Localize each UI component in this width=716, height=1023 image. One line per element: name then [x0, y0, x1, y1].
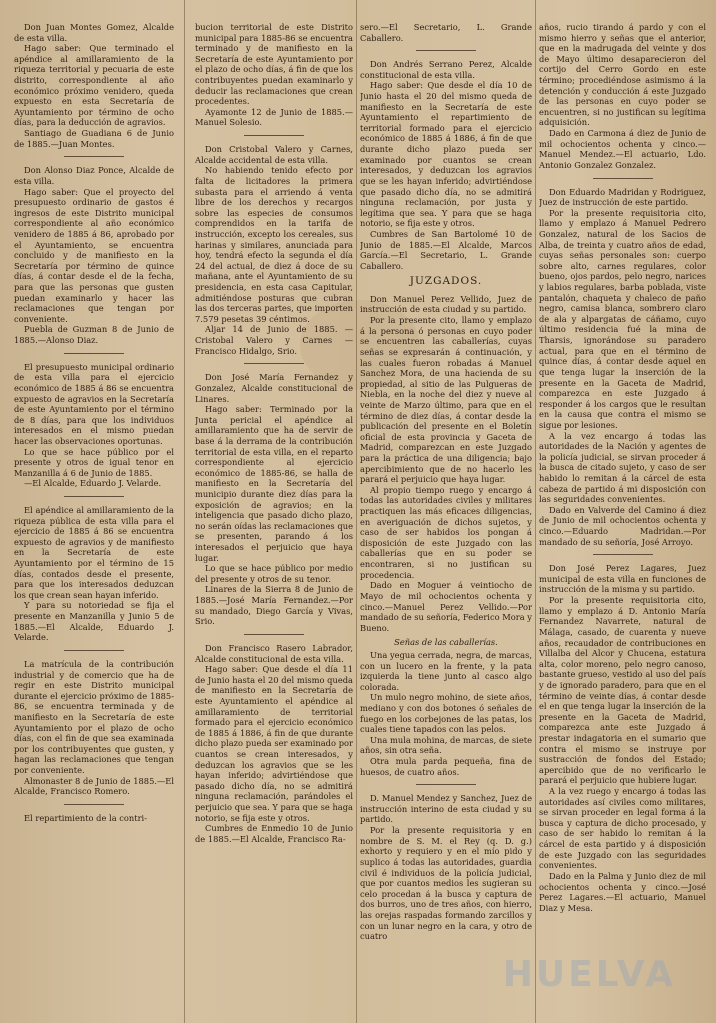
separator — [416, 50, 476, 51]
section-heading-juzgados: JUZGADOS. — [409, 275, 483, 288]
notice-head: D. Manuel Mendez y Sanchez, Juez de instrucción interino de esta ciudad y su partido. — [360, 793, 532, 825]
notice-ayamonte — [195, 22, 353, 128]
notice-head: Don Francisco Rasero Labrador, Alcalde constitucional de esta villa. — [195, 642, 353, 664]
notice-body: A la vez ruego y encargo á todas las autoridades así civiles como militares, se sirvan proceder en legal forma á la busca y captura de dicho procesado, y caso de ser habido lo remitan á la cárcel de esta partido y á disposición de este Juzgado con las seguridades convenientes. — [539, 786, 706, 871]
notice-body: Una yegua cerrada, negra, de marcas, con un lucero en la frente, y la pata izquierda la tiene junto al casco algo colorada. — [360, 649, 532, 692]
notice-body: años, rucio tirando á pardo y con el mismo hierro y señas que el anterior, que en la madrugada del veinte y dos de Mayo último desaparecieron del cortijo del Cerro Gordo en este término; procediéndose asimismo á la detención y conducción á este Juzgado de las personas en cuyo poder se encuentren, si no justifican su legítima adquisición. — [539, 22, 706, 128]
notice-valverde — [539, 187, 706, 548]
notice-cumbres-end — [360, 22, 532, 43]
archive-watermark: HUELVA — [502, 954, 676, 995]
column-rule — [356, 0, 357, 1023]
notice-moguer — [360, 294, 532, 634]
notice-body: No habiendo tenido efecto por falta de licitadores la primera subasta para el arriendo á venta libre de los derechos y recargos sobre las especies de consumos comprendidos en la tarifa de instrucción, excepto los cereales, sus harinas y similares, anunciada para hoy, tendrá efecto la segunda el día 24 del actual, de diez á doce de su mañana, ante el Ayuntamiento de su presidencia, en esta casa Capitular, admitiéndose posturas que cubran las dos terceras partes, que importen 7.579 pesetas 39 céntimos. — [195, 165, 353, 324]
notice-signature: Linares de la Sierra 8 de Junio de 1885.—José María Fernandez.—Por su mandado, Diego García y Vivas, Srio. — [195, 584, 353, 627]
notice-signature: Dado en Valverde del Camino á diez de Junio de mil ochocientos ochenta y cinco.—Eduardo Madridan.—Por mandado de su señoría, José Arroyo. — [539, 504, 706, 547]
notice-body: Un mulo negro mohino, de siete años, mediano y con dos botones ó señales de fuego en los corbejones de las patas, los cuales tiene tapados con las pelos. — [360, 692, 532, 735]
notice-signature: Dado en Carmona á diez de Junio de mil ochocientos ochenta y cinco.—Manuel Mendez.—El actuario, Ldo. Antonio Gonzalez Gonzalez. — [539, 128, 706, 170]
notice-body: Hago saber: Terminado por la Junta pericial el apéndice al amillaramiento que ha de servir de base á la derrama de la contribución territorial de esta villa, en el reparto correspondiente al ejercicio económico de 1885-86, se halla de manifiesto en la Secretaría del municipio durante diez días para la exposición de agravios; en la inteligencia que pasado dicho plazo, no serán oídas las reclamaciones que se presenten, parando á los interesados el perjuicio que haya lugar. — [195, 404, 353, 563]
separator — [244, 135, 304, 136]
notice-body: Una mula mohina, de marcas, de siete años, sin otra seña. — [360, 734, 532, 756]
separator — [244, 363, 304, 364]
separator — [64, 496, 124, 497]
notice-body: Lo que se hace público por el presente y otros de igual tenor en Manzanilla á 6 de Junio de 1885. — [14, 446, 174, 478]
notice-cumbres-enmedio — [195, 643, 353, 845]
notice-head: Don Alonso Diaz Ponce, Alcalde de esta villa. — [14, 165, 174, 186]
notice-signature: Ayamonte 12 de Junio de 1885.—Manuel Solesio. — [195, 106, 353, 128]
separator — [593, 178, 653, 179]
notice-signature: Almonaster 8 de Junio de 1885.—El Alcalde, Francisco Romero. — [14, 775, 174, 797]
notice-body: A la vez encargo á todas las autoridades de la Nación y agentes de la policía judicial, se sirvan proceder á la busca de citado sujeto, y caso de ser habido lo remitan á la cárcel de esta cabeza de partido á mi disposición con las seguridades convenientes. — [539, 430, 706, 505]
column-rule — [535, 0, 536, 1023]
notice-body: El repartimiento de la contri- — [24, 812, 148, 823]
notice-cumbres-san-bartolome — [360, 59, 532, 271]
separator — [416, 784, 476, 785]
column-rule — [184, 0, 185, 1023]
notice-santiago-guadiana — [14, 22, 174, 149]
notice-manzanilla-presupuesto — [14, 362, 174, 489]
notice-body: El apéndice al amillaramiento de la riqueza pública de esta villa para el ejercicio de 1885 á 86 se encuentra expuesto de agravios y de manifiesto en la Secretaría de este Ayuntamiento por el término de 15 días, contados desde el presente, para que los interesados deduzcan los que crean sean hayan inferido. — [14, 504, 174, 600]
notice-almonaster — [14, 659, 174, 797]
notice-signature: Santiago de Guadiana 6 de Junio de 1885.—Juan Montes. — [14, 128, 174, 149]
notice-head: Don Andrés Serrano Perez, Alcalde constitucional de esta villa. — [360, 59, 532, 80]
notice-head: Don Cristobal Valero y Carnes, Alcalde accidental de esta villa. — [195, 144, 353, 165]
notice-head: Don José María Fernandez y Gonzalez, Alcalde constitucional de Linares. — [195, 372, 353, 404]
notice-body: Hago saber: Que desde el día 10 de Junio hasta el 20 del mismo queda de manifiesto en la Secretaría de este Ayuntamiento el repartimiento de territorial formado para el ejercicio económico de 1885 á 1886, á fin de que durante dicho plazo pueda ser examinado por cuantos se crean interesados, y deduzcan los agravios que se les hayan inferido; advirtiéndose que pasado dicho día, no se admitirá ninguna reclamación, por justa y legítima que sea. Y para que se haga notorio, se fija este y otros. — [360, 80, 532, 229]
separator — [64, 156, 124, 157]
subheading-senas: Señas de las caballerías. — [394, 637, 498, 648]
notice-head: Don José Perez Lagares, Juez municipal de esta villa en funciones de instrucción de la misma y su partido. — [539, 563, 706, 595]
notice-manzanilla-amillaramiento — [14, 505, 174, 643]
notice-body: Al propio tiempo ruego y encargo á todas las autoridades civiles y militares practiquen las más eficaces diligencias, en averiguación de dichos sujetos, y caso de ser habidos los pongan á disposición de este Juzgado con las caballerías que en su poder se encontraren, si no justifican su procedencia. — [360, 484, 532, 580]
notice-senas-list — [360, 650, 532, 777]
separator — [64, 353, 124, 354]
notice-puebla-guzman — [14, 165, 174, 345]
notice-signature: Cumbres de Enmedio 10 de Junio de 1885.—El Alcalde, Francisco Ra- — [195, 823, 353, 844]
notice-body: Hago saber: Que terminado el apéndice al amillaramiento de la riqueza territorial y pecuaria de este distrito, correspondiente al año económico próximo venidero, queda expuesto en esta Secretaría de Ayuntamiento por término de ocho días, para la deducción de agravios. — [14, 43, 174, 128]
notice-body: Por la presente requisitoria cito, llamo y emplazo á Manuel Pedrero Gonzalez, natural de los Sacios de Alba, de treinta y cuatro años de edad, cuyas señas personales son: cuerpo sobre alto, carnes regulares, color bueno, ojos pardos, pelo negro, narices y labios regulares, barba poblada, viste pantalón, chaqueta y chaleco de paño negro, camisa blanca, sombrero claro de ala y alpargatas de cáñamo, cuyo último residencia fué la mina de Tharsis, ignorándose su paradero actual, para que en el término de quince días, á contar desde aquel en que tenga lugar la inserción de la presente en la Gaceta de Madrid, comparezca en este Juzgado á responder á los cargos que le resultan en la causa que contra el mismo se sigue por lesiones. — [539, 207, 706, 430]
column-1 — [14, 22, 174, 1023]
notice-body: bucion territorial de este Distrito municipal para 1885-86 se encuentra terminado y de manifiesto en la Secretaría de este Ayuntamiento por el plazo de ocho días, á fin de que los contribuyentes puedan examinarlo y deducir las reclamaciones que crean procedentes. — [195, 22, 353, 107]
notice-carmona-end — [539, 22, 706, 171]
notice-body: Por la presente cito, llamo y emplazo á la persona ó personas en cuyo poder se encuentren las caballerías, cuyas señas se expresarán á continuación, y las cuales fueron robadas á Manuel Sanchez Mora, de una hacienda de su propiedad, al sitio de las Pulgueras de Niebla, en la noche del diez y nueve al veinte de Marzo último, para que en el término de diez días, á contar desde la publicación del presente en el Boletín oficial de esta provincia y Gaceta de Madrid, comparezcan en este Juzgado para la práctica de una diligencia; bajo apercibimiento que de no hacerlo les parará el perjuicio que haya lugar. — [360, 315, 532, 485]
column-2 — [195, 22, 353, 1023]
column-4 — [539, 22, 706, 1023]
notice-body: Por la presente requisitoria cito, llamo y emplazo á D. Antonio María Fernandez Navarrete, natural de Málaga, casado, de cuarenta y nueve años, recaudador de contribuciones en Villalba del Alcor y Chucena, estatura alta, color moreno, pelo negro canoso, bastante grueso, vestido al uso del país y de ignorado paradero, para que en el término de veinte días, á contar desde el en que tenga lugar la inserción de la presente en la Gaceta de Madrid, comparezca ante este Juzgado á prestar indagatoria en el sumario que contra el mismo se instruye por sustracción de fondos del Estado; apercibido que de no verificarlo le parará el perjuicio que hubiere lugar. — [539, 595, 706, 786]
notice-linares — [195, 372, 353, 627]
notice-body: Por la presente requisitoria y en nombre de S. M. el Rey (q. D. g.) exhorto y requiero y en el mío pido y suplico á todas las autoridades, guardia civil é individuos de la policía judicial, que por cuantos medios les sugieran su celo procedan á la busca y captura de dos burros, uno de tres años, con hierro, las orejas raspadas formando zarcillos y con un lunar negro en la cara, y otro de cuatro — [360, 825, 532, 942]
notice-signature: Cumbres de San Bartolomé 10 de Junio de 1885.—El Alcalde, Marcos García.—El Secretario, L. Grande Caballero. — [360, 228, 532, 271]
notice-body: El presupuesto municipal ordinario de esta villa para el ejercicio económico de 1885 á 86 se encuentra expuesto de agravios en la Secretaría de este Ayuntamiento por el término de 8 días, para que los individuos interesados en el mismo puedan hacer las observaciones oportunas. — [14, 361, 174, 446]
notice-body: Hago saber: Que desde el día 11 de Junio hasta el 20 del mismo queda de manifiesto en la Secretaría de este Ayuntamiento el apéndice al amillaramiento de territorial formado para el ejercicio económico de 1885 á 1886, á fin de que durante dicho plazo pueda ser examinado por cuantos se crean interesados, y deduzcan los agravios que se les hayan inferido; advirtiéndose que pasado dicho día, no se admitirá ninguna reclamación, parándoles el perjuicio que sea. Y para que se haga notorio, se fija este y otros. — [195, 664, 353, 823]
notice-signature: Aljar 14 de Junio de 1885. —Cristobal Valero y Carnes — Francisco Hidalgo, Srio. — [195, 324, 353, 356]
notice-la-palma — [539, 563, 706, 913]
notice-aljar — [195, 144, 353, 356]
notice-signature: Dado en Moguer á veintiocho de Mayo de mil ochocientos ochenta y cinco.—Manuel Perez Vellido.—Por mandado de su señoría, Federico Mora y Bueno. — [360, 580, 532, 633]
notice-head: Don Manuel Perez Vellido, Juez de instrucción de esta ciudad y su partido. — [360, 293, 532, 315]
separator — [244, 634, 304, 635]
notice-body: Otra mula parda pequeña, fina de huesos, de cuatro años. — [360, 756, 532, 777]
notice-body: Hago saber: Que el proyecto del presupuesto ordinario de gastos é ingresos de este Distrito municipal correspondiente al año económico venidero de 1885 á 86, aprobado por el Ayuntamiento, se encuentra concluido y de manifiesto en la Secretaría por término de quince días, á contar desde el de la fecha, para que las personas que gusten puedan examinarlo y hacer las reclamaciones que tengan por conveniente. — [14, 186, 174, 324]
notice-head: Don Eduardo Madridan y Rodriguez, Juez de instrucción de este partido. — [539, 186, 706, 208]
notice-body: La matrícula de la contribución industrial y de comercio que ha de regir en este Distrito municipal durante el ejercicio próximo de 1885-86, se encuentra terminada y de manifiesto en la Secretaría de este Ayuntamiento por el plazo de ocho días, con el fin de que sea examinada por los contribuyentes que gusten, y hagan las reclamaciones que tengan por conveniente. — [14, 658, 174, 775]
notice-signature: Puebla de Guzman 8 de Junio de 1885.—Alonso Diaz. — [14, 324, 174, 346]
separator — [64, 804, 124, 805]
notice-head: Don Juan Montes Gomez, Alcalde de esta villa. — [14, 22, 174, 43]
notice-signature: Dado en la Palma y Junio diez de mil ochocientos ochenta y cinco.—José Perez Lagares.—El actuario, Manuel Diaz y Mesa. — [539, 870, 706, 913]
separator — [593, 554, 653, 555]
notice-body: Lo que se hace público por medio del presente y otros de su tenor. — [195, 563, 353, 584]
notice-carmona — [360, 793, 532, 942]
notice-body: Y para su notoriedad se fija el presente en Manzanilla y Junio 5 de 1885.—El Alcalde, Eduardo J. Velarde. — [14, 600, 174, 643]
notice-signature: —El Alcalde, Eduardo J. Velarde. — [24, 478, 162, 489]
notice-ayamonte-start — [14, 813, 174, 824]
notice-body: sero.—El Secretario, L. Grande Caballero. — [360, 22, 532, 43]
separator — [64, 650, 124, 651]
column-3 — [360, 22, 532, 1023]
